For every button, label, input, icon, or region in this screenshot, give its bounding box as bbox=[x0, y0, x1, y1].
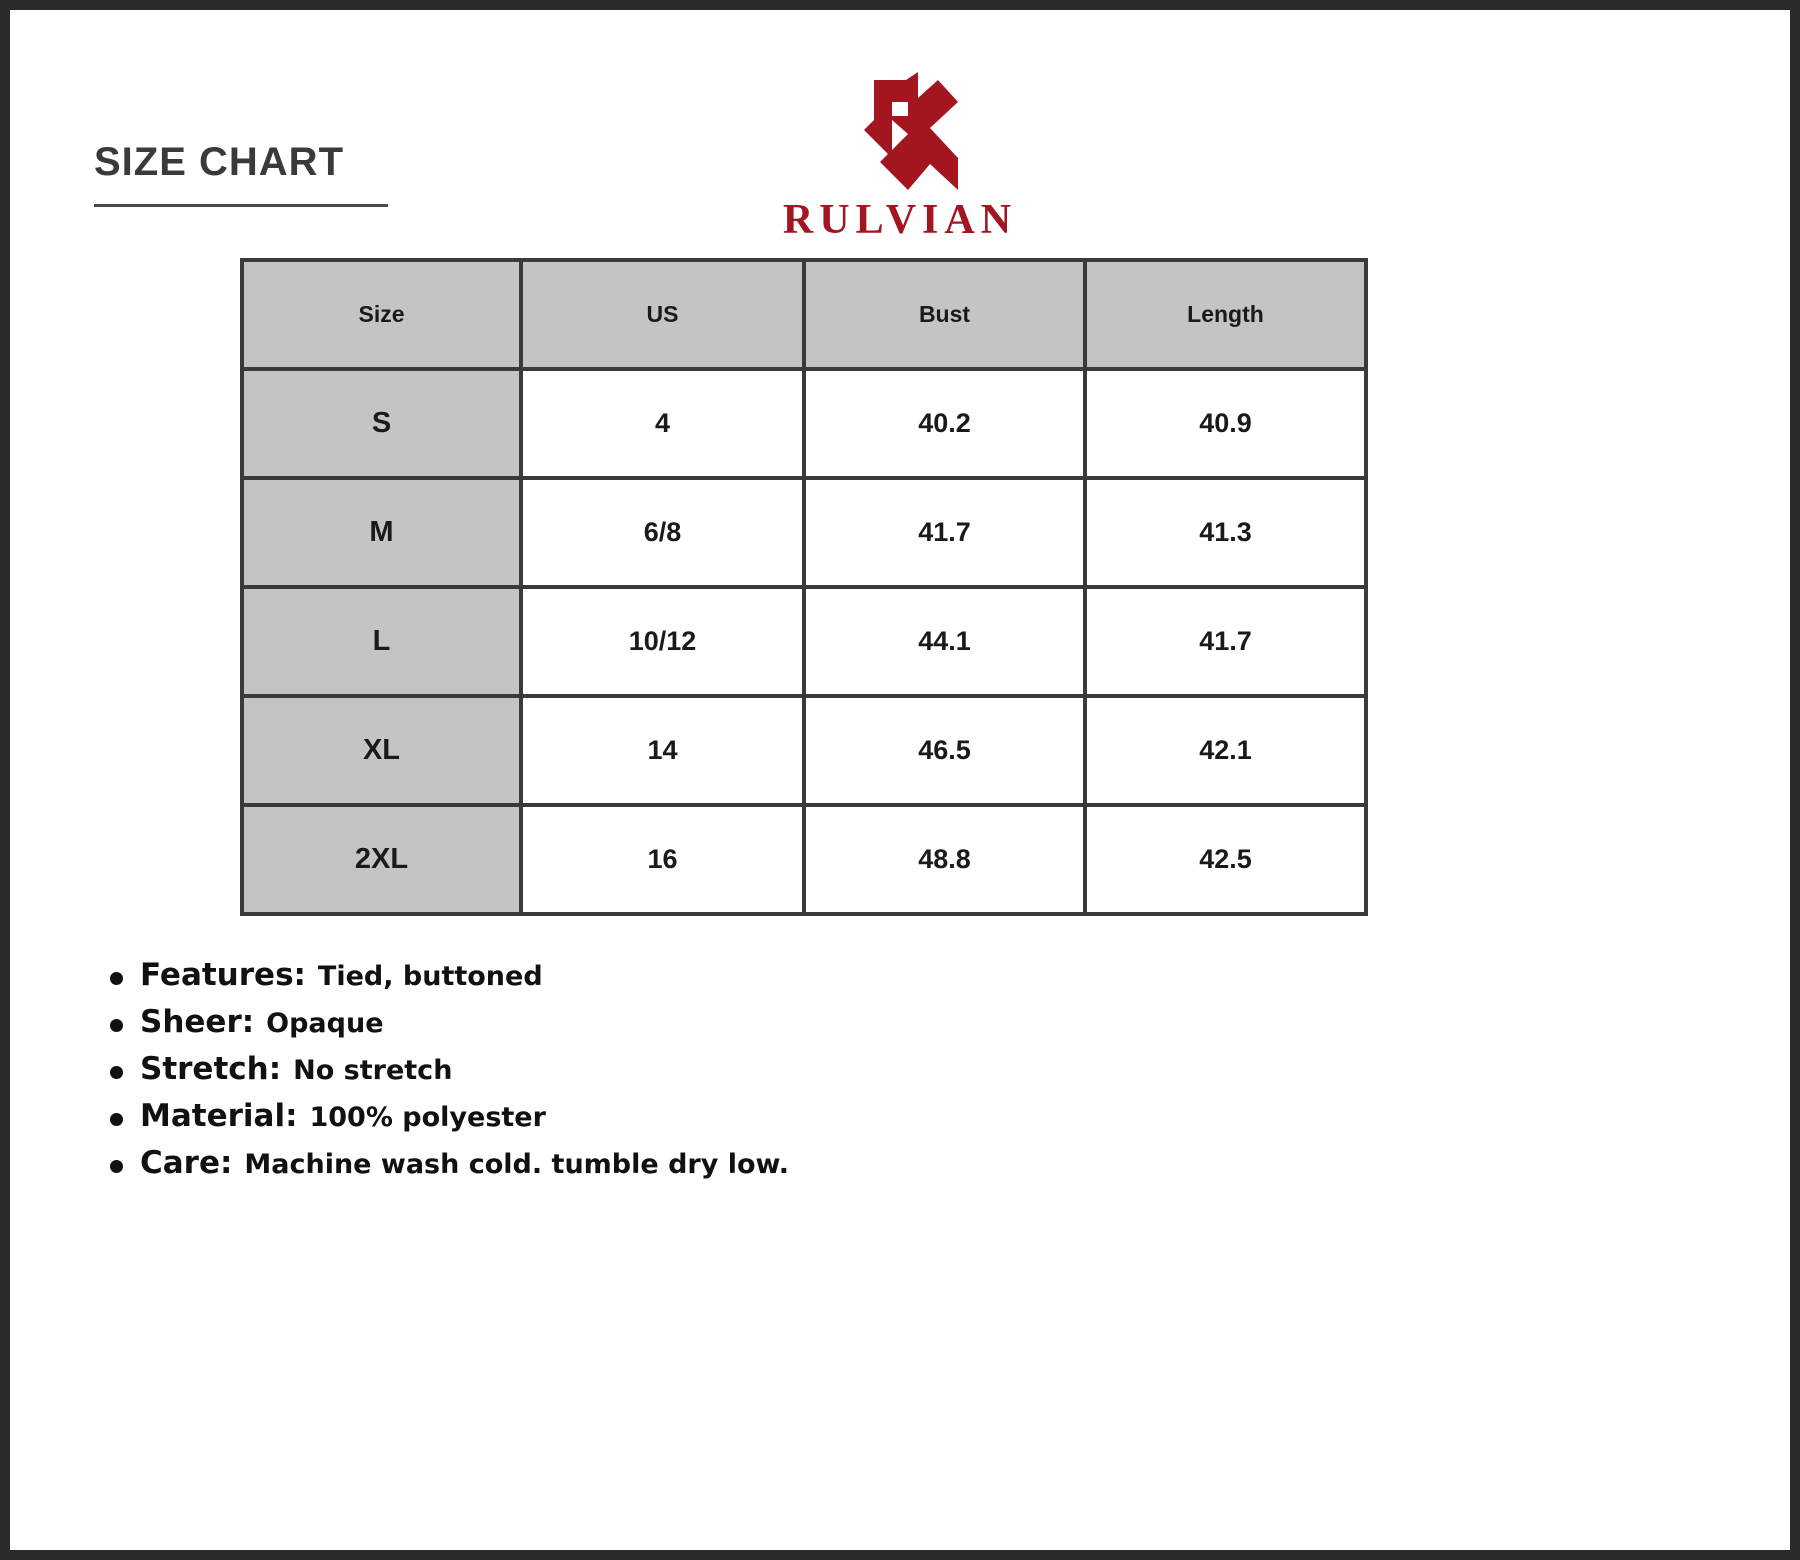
cell-bust: 44.1 bbox=[806, 589, 1083, 694]
table-row bbox=[244, 371, 1364, 476]
cell-bust: 40.2 bbox=[806, 371, 1083, 476]
table-row bbox=[244, 480, 1364, 585]
cell-us: 16 bbox=[523, 807, 802, 912]
table-row bbox=[244, 807, 1364, 912]
detail-value: 100% polyester bbox=[309, 1102, 546, 1133]
size-table bbox=[240, 258, 1368, 916]
list-item bbox=[106, 1098, 1756, 1134]
page-inner bbox=[44, 34, 1756, 1526]
cell-length: 40.9 bbox=[1087, 371, 1364, 476]
cell-length: 41.7 bbox=[1087, 589, 1364, 694]
column-header-bust: Bust bbox=[806, 262, 1083, 367]
detail-value: Machine wash cold. tumble dry low. bbox=[244, 1149, 790, 1180]
cell-size: M bbox=[244, 480, 519, 585]
cell-bust: 46.5 bbox=[806, 698, 1083, 803]
cell-size: 2XL bbox=[244, 807, 519, 912]
table-row bbox=[244, 589, 1364, 694]
cell-us: 10/12 bbox=[523, 589, 802, 694]
cell-us: 4 bbox=[523, 371, 802, 476]
detail-label: Stretch: bbox=[140, 1051, 282, 1087]
cell-us: 6/8 bbox=[523, 480, 802, 585]
header bbox=[44, 34, 1756, 244]
brand-name: RULVIAN bbox=[782, 197, 1018, 243]
detail-label: Material: bbox=[140, 1098, 298, 1134]
list-item bbox=[106, 1004, 1756, 1040]
cell-length: 42.1 bbox=[1087, 698, 1364, 803]
list-item bbox=[106, 1145, 1756, 1181]
cell-us: 14 bbox=[523, 698, 802, 803]
cell-length: 42.5 bbox=[1087, 807, 1364, 912]
cell-bust: 48.8 bbox=[806, 807, 1083, 912]
cell-size: XL bbox=[244, 698, 519, 803]
list-item bbox=[106, 957, 1756, 993]
detail-value: Tied, buttoned bbox=[317, 961, 543, 992]
detail-label: Features: bbox=[140, 957, 306, 993]
detail-value: Opaque bbox=[266, 1008, 384, 1039]
product-details-list bbox=[106, 957, 1756, 1181]
table-row bbox=[244, 698, 1364, 803]
cell-size: L bbox=[244, 589, 519, 694]
cell-size: S bbox=[244, 371, 519, 476]
size-table-wrapper bbox=[240, 258, 1352, 916]
detail-label: Sheer: bbox=[140, 1004, 255, 1040]
cell-length: 41.3 bbox=[1087, 480, 1364, 585]
column-header-us: US bbox=[523, 262, 802, 367]
page-title: SIZE CHART bbox=[94, 140, 344, 184]
rulvian-r-monogram-icon bbox=[834, 72, 966, 190]
brand-block bbox=[44, 72, 1756, 244]
column-header-length: Length bbox=[1087, 262, 1364, 367]
detail-value: No stretch bbox=[293, 1055, 453, 1086]
cell-bust: 41.7 bbox=[806, 480, 1083, 585]
column-header-size: Size bbox=[244, 262, 519, 367]
table-header-row bbox=[244, 262, 1364, 367]
detail-label: Care: bbox=[140, 1145, 233, 1181]
list-item bbox=[106, 1051, 1756, 1087]
